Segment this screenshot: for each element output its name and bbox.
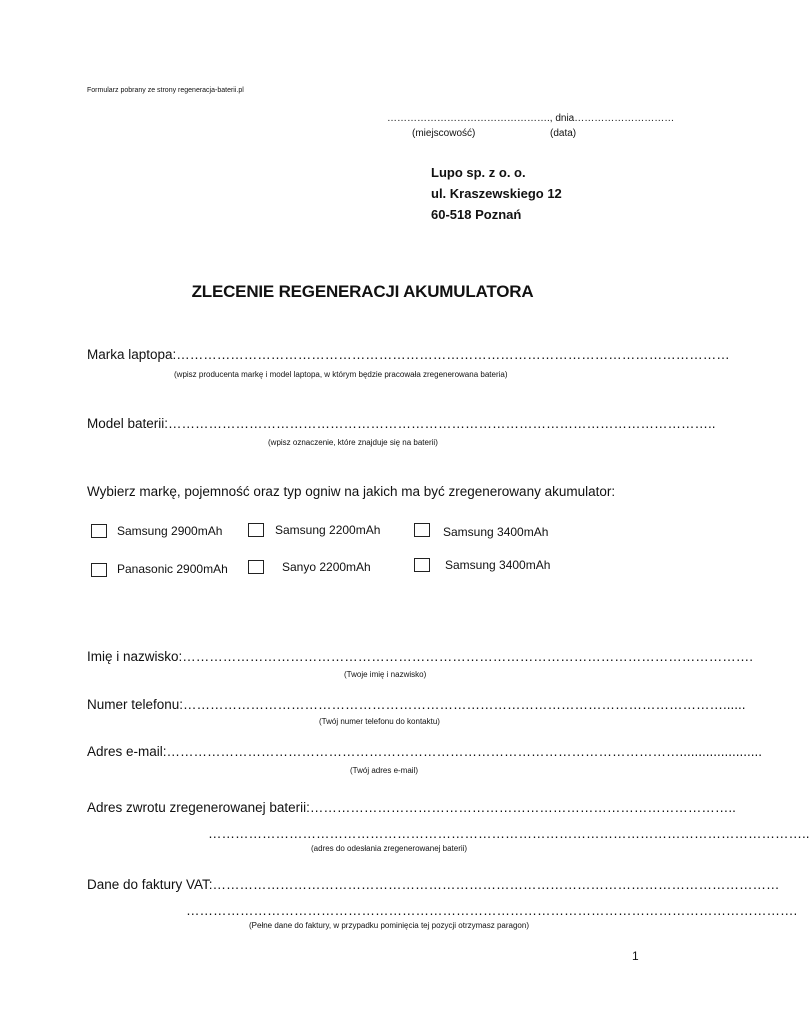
checkbox-samsung-2200[interactable] <box>248 523 264 537</box>
email-hint: (Twój adres e-mail) <box>350 766 419 775</box>
checkbox-samsung-3400-a[interactable] <box>414 523 430 537</box>
option-label-panasonic-2900: Panasonic 2900mAh <box>117 562 228 576</box>
phone-hint: (Twój numer telefonu do kontaktu) <box>319 717 440 726</box>
invoice-data-line2[interactable]: ………………………………………………………………………………………………………………………. <box>186 903 798 918</box>
option-label-samsung-2900: Samsung 2900mAh <box>117 524 223 538</box>
laptop-brand-hint: (wpisz producenta markę i model laptopa, w którym będzie pracowała zregenerowana bateria) <box>174 370 508 379</box>
place-date-line[interactable]: …………………………………………., dnia………………………… <box>387 113 675 124</box>
battery-model-hint: (wpisz oznaczenie, które znajduje się na baterii) <box>268 438 438 447</box>
return-address-line2[interactable]: …………………………………………………………………………………………………………………….. <box>208 826 810 841</box>
date-label: (data) <box>550 128 577 139</box>
checkbox-panasonic-2900[interactable] <box>91 563 107 577</box>
option-label-samsung-3400-a: Samsung 3400mAh <box>443 525 549 539</box>
source-note: Formularz pobrany ze strony regeneracja-baterii.pl <box>87 87 244 94</box>
name-field[interactable]: Imię i nazwisko:………………………………………………………………………………………………………………. <box>87 649 754 664</box>
battery-model-field[interactable]: Model baterii:………………………………………………………………………………………………………….. <box>87 416 716 431</box>
cell-selection-prompt: Wybierz markę, pojemność oraz typ ogniw na jakich ma być zregenerowany akumulator: <box>87 484 616 499</box>
page-number: 1 <box>632 949 639 963</box>
place-label: (miejscowość) <box>412 128 476 139</box>
option-label-samsung-2200: Samsung 2200mAh <box>275 523 381 537</box>
invoice-data-hint: (Pełne dane do faktury, w przypadku pominięcia tej pozycji otrzymasz paragon) <box>249 921 529 930</box>
phone-field[interactable]: Numer telefonu:…………………………………………………………………………………………………………...... <box>87 697 746 712</box>
laptop-brand-field[interactable]: Marka laptopa:…………………………………………………………………………………………………………… <box>87 347 730 362</box>
recipient-company: Lupo sp. z o. o. <box>431 165 526 180</box>
checkbox-sanyo-2200[interactable] <box>248 560 264 574</box>
return-address-hint: (adres do odesłania zregenerowanej baterii) <box>311 844 468 853</box>
page-title: ZLECENIE REGENERACJI AKUMULATORA <box>191 282 534 301</box>
option-label-sanyo-2200: Sanyo 2200mAh <box>282 560 371 574</box>
recipient-city: 60-518 Poznań <box>431 207 522 222</box>
recipient-street: ul. Kraszewskiego 12 <box>431 186 562 201</box>
return-address-field[interactable]: Adres zwrotu zregenerowanej baterii:………………………………………………………………………………….. <box>87 800 736 815</box>
option-label-samsung-3400-b: Samsung 3400mAh <box>445 558 551 572</box>
invoice-data-field[interactable]: Dane do faktury VAT:……………………………………………………………………………………………………………… <box>87 877 780 892</box>
name-hint: (Twoje imię i nazwisko) <box>344 670 427 679</box>
email-field[interactable]: Adres e-mail:……………………………………………………………………………………………………...................... <box>87 744 763 759</box>
checkbox-samsung-3400-b[interactable] <box>414 558 430 572</box>
checkbox-samsung-2900[interactable] <box>91 524 107 538</box>
recipient-address <box>431 162 562 225</box>
